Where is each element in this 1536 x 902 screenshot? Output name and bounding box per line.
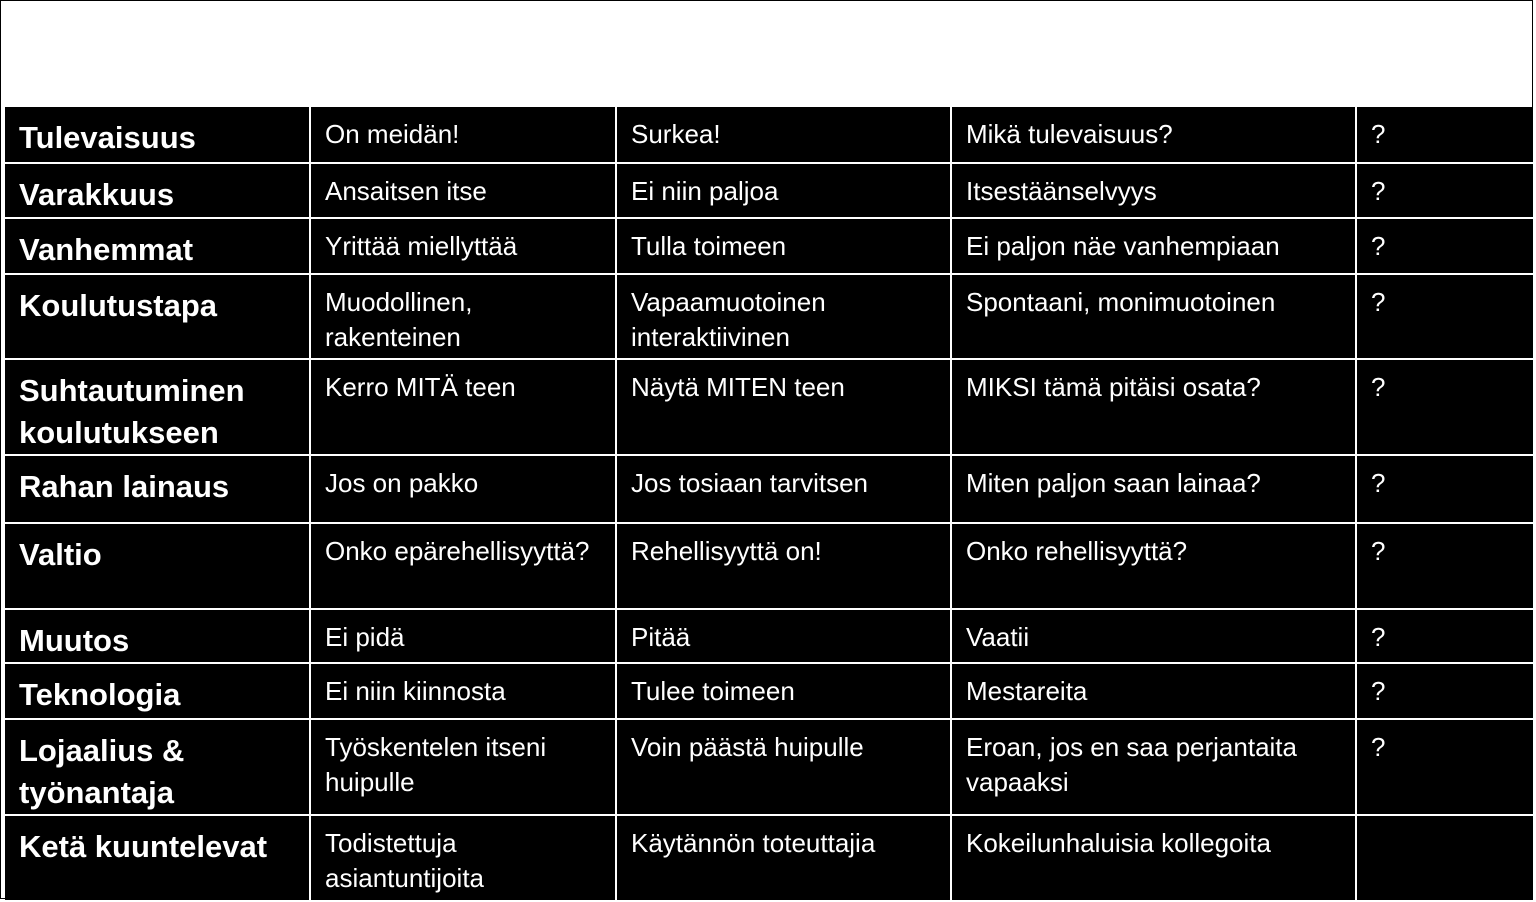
table-row [5, 455, 1533, 523]
comparison-table [5, 107, 1533, 902]
table-cell: ? [1356, 218, 1533, 274]
table-cell: ? [1356, 274, 1533, 359]
table-row [5, 663, 1533, 719]
table-cell: Miten paljon saan lainaa? [951, 455, 1356, 523]
table-cell: Ei pidä [310, 609, 616, 663]
row-header: Suhtautuminen koulutukseen [5, 359, 310, 455]
row-header: Tulevaisuus [5, 107, 310, 163]
table-cell: Onko epärehellisyyttä? [310, 523, 616, 609]
table-cell: Rehellisyyttä on! [616, 523, 951, 609]
table-row [5, 719, 1533, 815]
table-cell: Muodollinen, rakenteinen [310, 274, 616, 359]
table-cell: Onko rehellisyyttä? [951, 523, 1356, 609]
row-header: Muutos [5, 609, 310, 663]
table-cell: Surkea! [616, 107, 951, 163]
table-cell: Mikä tulevaisuus? [951, 107, 1356, 163]
table-cell: ? [1356, 359, 1533, 455]
row-header: Varakkuus [5, 163, 310, 218]
table-cell: Kerro MITÄ teen [310, 359, 616, 455]
table-cell: ? [1356, 455, 1533, 523]
table-cell: On meidän! [310, 107, 616, 163]
table-cell: Eroan, jos en saa perjantaita vapaaksi [951, 719, 1356, 815]
row-header: Koulutustapa [5, 274, 310, 359]
table-cell: Voin päästä huipulle [616, 719, 951, 815]
row-header: Lojaalius & työnantaja [5, 719, 310, 815]
row-header: Ketä kuuntelevat [5, 815, 310, 901]
table-cell: Ansaitsen itse [310, 163, 616, 218]
table-cell: ? [1356, 609, 1533, 663]
table-row [5, 815, 1533, 901]
table-cell: Tulee toimeen [616, 663, 951, 719]
table-cell: ? [1356, 719, 1533, 815]
table-cell: Jos tosiaan tarvitsen [616, 455, 951, 523]
table-cell: Todistettuja asiantuntijoita [310, 815, 616, 901]
table-cell: Ei niin paljoa [616, 163, 951, 218]
table-cell: Spontaani, monimuotoinen [951, 274, 1356, 359]
table-cell: Jos on pakko [310, 455, 616, 523]
table-cell: Itsestäänselvyys [951, 163, 1356, 218]
table-cell [1356, 815, 1533, 901]
table-cell: ? [1356, 523, 1533, 609]
table-cell: Mestareita [951, 663, 1356, 719]
table-cell: Vapaamuotoinen interaktiivinen [616, 274, 951, 359]
row-header: Vanhemmat [5, 218, 310, 274]
table-row [5, 163, 1533, 218]
table-cell: MIKSI tämä pitäisi osata? [951, 359, 1356, 455]
table-cell: Pitää [616, 609, 951, 663]
table-cell: ? [1356, 107, 1533, 163]
table-row [5, 218, 1533, 274]
table-cell: Käytännön toteuttajia [616, 815, 951, 901]
table-row [5, 523, 1533, 609]
table-cell: Vaatii [951, 609, 1356, 663]
table-cell: ? [1356, 663, 1533, 719]
table-cell: Ei paljon näe vanhempiaan [951, 218, 1356, 274]
row-header: Teknologia [5, 663, 310, 719]
table-cell: ? [1356, 163, 1533, 218]
table-cell: Näytä MITEN teen [616, 359, 951, 455]
table-row [5, 107, 1533, 163]
table-cell: Yrittää miellyttää [310, 218, 616, 274]
table-cell: Työskentelen itseni huipulle [310, 719, 616, 815]
table-cell: Tulla toimeen [616, 218, 951, 274]
table-row [5, 609, 1533, 663]
table-row [5, 359, 1533, 455]
table-cell: Kokeilunhaluisia kollegoita [951, 815, 1356, 901]
row-header: Rahan lainaus [5, 455, 310, 523]
table-row [5, 274, 1533, 359]
row-header: Valtio [5, 523, 310, 609]
table-cell: Ei niin kiinnosta [310, 663, 616, 719]
